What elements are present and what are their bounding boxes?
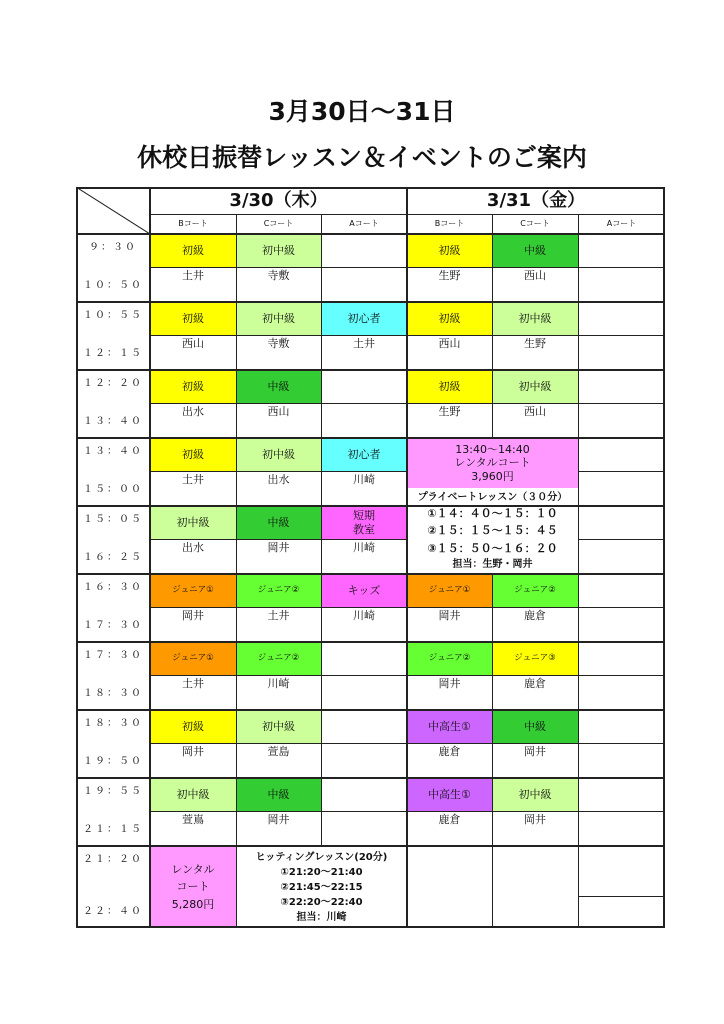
coach-name: 生野 [524,337,546,351]
row-line [76,437,665,439]
coach-name: 西山 [524,269,546,283]
rental-court-31 [407,438,578,488]
lesson-level-label: 中級 [492,234,578,267]
lesson-level-label: 初級 [150,234,236,267]
table-border [76,187,78,928]
lesson-level-label: 初級 [407,370,492,403]
court-header: Aコート [606,219,637,229]
lesson-level-label: ジュニア① [150,574,236,607]
corner-diagonal [76,187,150,234]
split-line [150,539,407,540]
split-line [150,811,665,812]
lesson-level-label: 中級 [236,506,321,539]
private-lesson-title: プライベートレッスン（３０分） [417,491,568,503]
coach-name: 鹿倉 [438,813,461,827]
coach-name: 岡井 [438,677,461,691]
hitting-lesson-block [236,846,407,928]
lesson-level-label: 初級 [150,710,236,743]
split-line [150,743,665,744]
hitting-lesson-staff: 担当：川崎 [296,911,347,923]
row-line [76,573,665,575]
lesson-schedule-table [76,187,665,928]
rental-label: コート [176,880,210,894]
coach-name: 土井 [182,473,204,487]
slot-end-time: １０：５０ [83,280,143,291]
row-line [76,369,665,371]
lesson-level-label: 初級 [407,234,492,267]
rental-label: レンタルコート [454,456,531,470]
private-lesson-staff: 担当：生野・岡井 [452,558,533,570]
coach-name: 萱島 [267,745,290,759]
coach-name: 寺敷 [267,269,290,283]
slot-start-time: １２：２０ [83,378,143,389]
lesson-level-label: 中級 [236,370,321,403]
court-header: Aコート [349,219,379,229]
court-line [236,214,237,928]
table-border [76,926,665,928]
coach-name: 川崎 [353,473,375,487]
row-line [76,709,665,711]
slot-end-time: ２１：１５ [83,824,143,835]
split-line [578,896,665,897]
coach-name: 西山 [182,337,204,351]
private-lesson-slot: ①１４：４０～１５：１０ [427,507,558,521]
lesson-level-label: 初級 [150,438,236,471]
lesson-level-label: ジュニア② [236,574,321,607]
slot-start-time: １０：５５ [83,310,143,321]
coach-name: 鹿倉 [524,609,546,623]
lesson-level-label: 初中級 [492,370,578,403]
slot-end-time: １２：１５ [83,348,143,359]
rental-court-30 [150,846,236,928]
slot-start-time: ９：３０ [89,242,137,253]
lesson-level-label: 初中級 [236,234,321,267]
slot-end-time: １９：５０ [83,756,143,767]
lesson-level-label: 初級 [150,302,236,335]
coach-name: 鹿倉 [438,745,461,759]
lesson-level-label: 初中級 [236,710,321,743]
private-lesson-slot: ②１５：１５～１５：４５ [427,524,558,538]
split-line [150,471,407,472]
coach-name: 出水 [182,541,204,555]
coach-name: 西山 [524,405,546,419]
private-lesson-block [407,488,578,574]
lesson-level-label: 初中級 [492,302,578,335]
rental-time: 13:40～14:40 [455,443,530,457]
title-dates: 3月30日～31日 [268,97,456,126]
row-line [76,777,665,779]
day-header-31: 3/31（金） [486,189,586,211]
lesson-level-label: ジュニア② [236,642,321,675]
lesson-level-label: ジュニア① [407,574,492,607]
court-header: Cコート [520,219,550,229]
rental-label: レンタル [171,862,215,876]
slot-start-time: １３：４０ [83,446,143,457]
lesson-level-label: 初心者 [321,302,407,335]
coach-name: 出水 [267,473,290,487]
lesson-level-label: 中高生① [407,778,492,811]
slot-start-time: １７：３０ [83,650,143,661]
lesson-level-label: 初級 [407,302,492,335]
slot-end-time: １７：３０ [83,620,143,631]
coach-name: 生野 [438,405,461,419]
table-border [76,187,665,189]
split-line [150,267,665,268]
slot-start-time: １５：０５ [83,514,143,525]
lesson-level-label: 初級 [150,370,236,403]
coach-name: 出水 [182,405,204,419]
court-line [578,214,579,928]
coach-name: 岡井 [524,813,546,827]
slot-end-time: １６：２５ [83,552,143,563]
coach-name: 土井 [267,609,290,623]
coach-name: 岡井 [182,745,204,759]
court-header: Bコート [178,219,208,229]
coach-name: 萱嶌 [182,813,204,827]
lesson-level-label: 初中級 [150,778,236,811]
coach-name: 寺敷 [267,337,290,351]
coach-name: 生野 [438,269,461,283]
row-line [76,301,665,303]
split-line [150,403,665,404]
coach-name: 土井 [182,269,204,283]
court-line [492,214,493,438]
coach-name: 川崎 [353,609,375,623]
court-line [321,214,322,846]
coach-name: 土井 [182,677,204,691]
lesson-level-label: 中級 [236,778,321,811]
slot-start-time: １８：３０ [83,718,143,729]
coach-name: 岡井 [182,609,204,623]
hitting-lesson-slot: ③22:20～22:40 [280,896,363,908]
split-line [150,335,665,336]
slot-end-time: ２２：４０ [83,906,143,917]
coach-name: 土井 [353,337,375,351]
court-header: Cコート [263,219,294,229]
coach-name: 岡井 [524,745,546,759]
lesson-level-label: 初中級 [150,506,236,539]
lesson-level-label: キッズ [321,574,407,607]
lesson-level-label: 短期 教室 [321,506,407,539]
slot-start-time: １６：３０ [83,582,143,593]
rental-price: 3,960円 [471,469,514,483]
split-line [150,675,665,676]
coach-name: 川崎 [353,541,375,555]
row-line [76,641,665,643]
coach-name: 西山 [267,405,290,419]
header-line [76,233,665,235]
coach-name: 岡井 [267,541,290,555]
row-line [76,845,665,847]
coach-name: 岡井 [438,609,461,623]
time-column-line [149,187,151,928]
lesson-level-label: 中級 [492,710,578,743]
slot-start-time: ２１：２０ [83,854,143,865]
court-header: Bコート [434,219,465,229]
lesson-level-label: ジュニア② [407,642,492,675]
lesson-level-label: 初中級 [236,438,321,471]
court-line [492,574,493,928]
lesson-level-label: ジュニア③ [492,642,578,675]
lesson-level-label: ジュニア① [150,642,236,675]
lesson-level-label: 初中級 [492,778,578,811]
coach-name: 鹿倉 [524,677,546,691]
table-border [663,187,665,928]
coach-name: 西山 [438,337,461,351]
split-line [578,471,665,472]
lesson-level-label: 初中級 [236,302,321,335]
day-header-30: 3/30（木） [229,189,328,211]
lesson-level-label: ジュニア② [492,574,578,607]
coach-name: 岡井 [267,813,290,827]
slot-end-time: １３：４０ [83,416,143,427]
lesson-level-label: 中高生① [407,710,492,743]
hitting-lesson-slot: ①21:20～21:40 [280,866,363,878]
split-line [578,539,665,540]
split-line [150,607,665,608]
slot-end-time: １８：３０ [83,688,143,699]
slot-end-time: １５：００ [83,484,143,495]
row-line [76,505,665,507]
title-event: 休校日振替レッスン＆イベントのご案内 [137,143,587,172]
slot-start-time: １９：５５ [83,786,143,797]
coach-name: 川崎 [267,677,290,691]
lesson-level-label: 初心者 [321,438,407,471]
hitting-lesson-slot: ②21:45～22:15 [280,881,363,893]
private-lesson-slot: ③１５：５０～１６：２０ [427,541,558,555]
hitting-lesson-title: ヒッティングレッスン(20分) [255,851,388,863]
rental-price: 5,280円 [171,897,215,911]
day-divider-line [406,187,408,928]
